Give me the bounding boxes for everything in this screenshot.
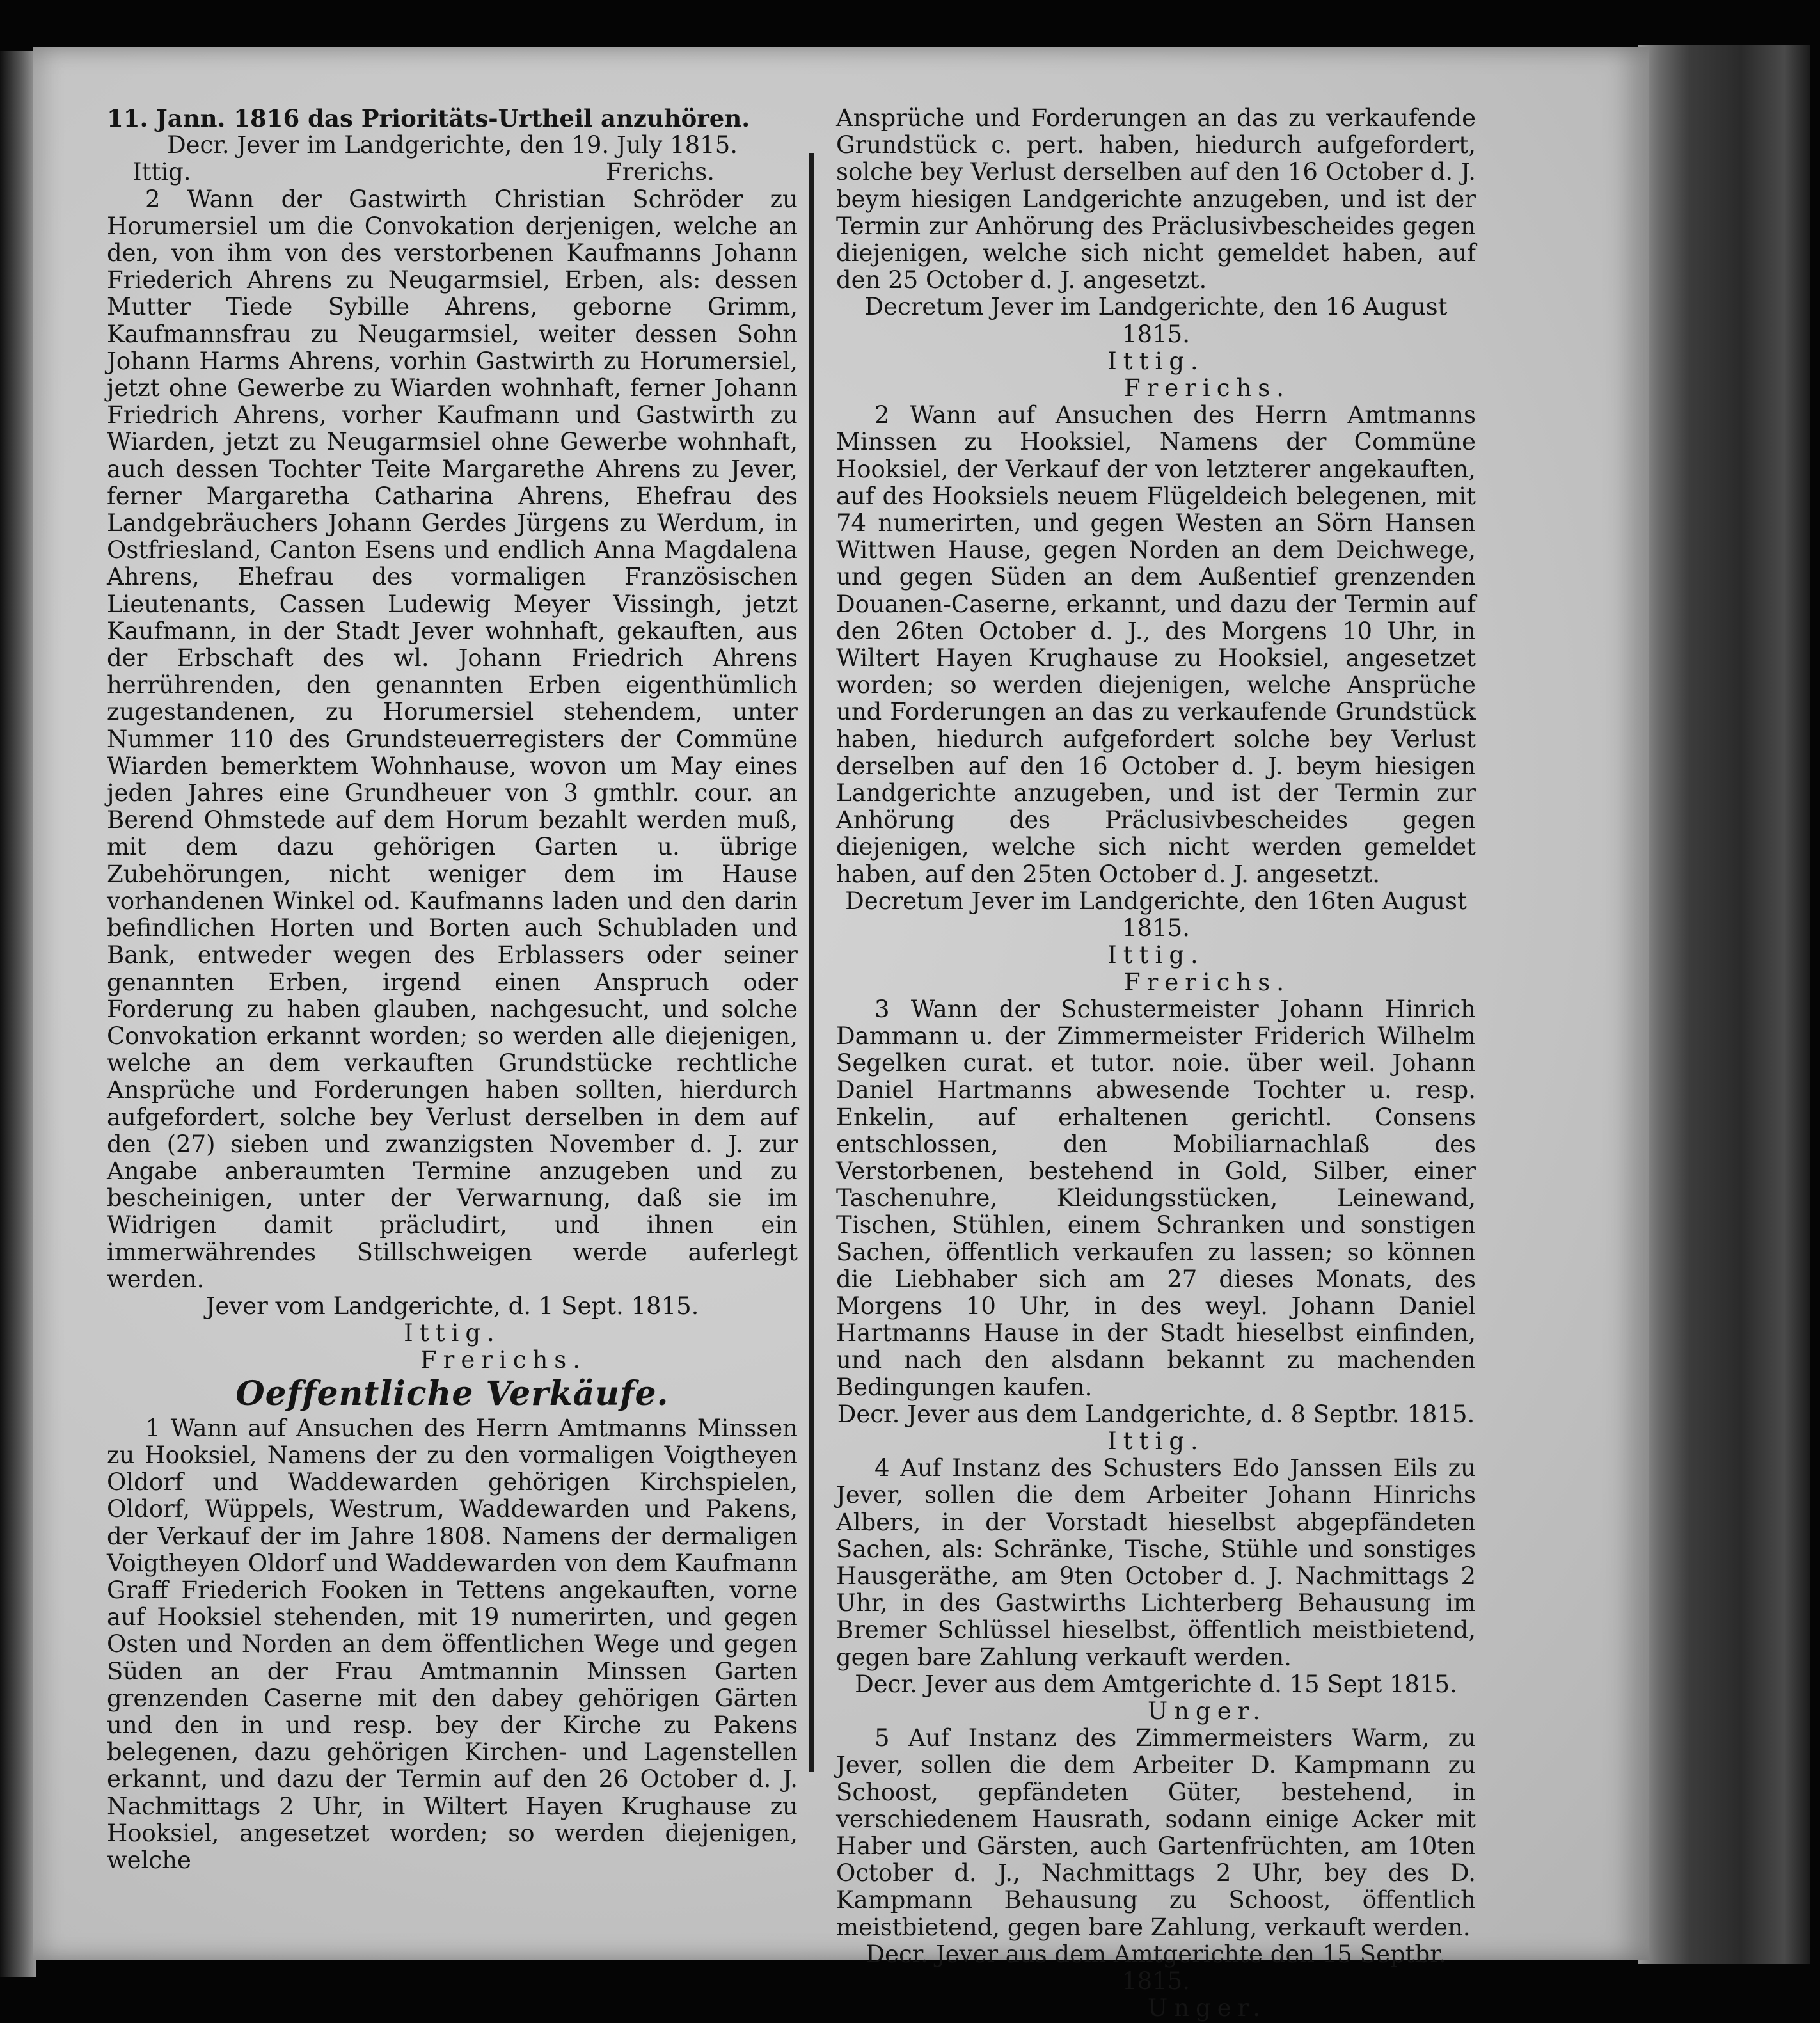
left-column (107, 105, 798, 1874)
signature-ittig: Ittig. (132, 158, 191, 186)
decree-line: Decretum Jever im Landgerichte, den 16 August 1815. (864, 293, 1448, 348)
signature-unger: Unger. (1148, 1994, 1267, 2022)
right-column (836, 105, 1476, 2022)
decree-line: Jever vom Landgerichte, d. 1 Sept. 1815. (205, 1292, 699, 1320)
signature-row (107, 159, 798, 186)
signature-frerichs: Frerichs. (605, 158, 715, 186)
decree-line: Decr. Jever im Landgerichte, den 19. July 1815. (166, 131, 738, 159)
decree-line: Decr. Jever aus dem Amtgerichte den 15 Septbr. 1815. (866, 1940, 1446, 1995)
signature-ittig: Ittig. (1107, 941, 1205, 969)
sale-paragraph: 1 Wann auf Ansuchen des Herrn Amtmanns Minssen zu Hooksiel, Namens der zu den vormaligen Voigtheyen Oldorf und Waddewarden gehörigen Kirchspielen, Oldorf, Wüppels, Westrum, Waddewarden und Pakens, der Verkauf der im Jahre 1808. Namens der dermaligen Voigtheyen Oldorf und Waddewarden von dem Kaufmann Graff Friederich Fooken in Tettens angekauften, vorne auf Hooksiel stehenden, mit 19 numerirten, und gegen Osten und Norden an dem öffentlichen Wege und gegen Süden an der Frau Amtmannin Minssen Garten grenzenden Caserne mit den dabey gehörigen Gärten und den in und resp. bey der Kirche zu Pakens belegenen, dazu gehörigen Kirchen- und Lagenstellen erkannt, und dazu der Termin auf den 26 October d. J. Nachmittags 2 Uhr, in Wiltert Hayen Krughause zu Hooksiel, angesetzet worden; so werden diejenigen, welche (107, 1414, 798, 1874)
signature-ittig: Ittig. (1107, 1427, 1205, 1455)
section-title: Oeffentliche Verkäufe. (235, 1374, 669, 1413)
header-line: 11. Jann. 1816 das Prioritäts-Urtheil anzuhören. (107, 104, 750, 132)
signature-frerichs: Frerichs. (420, 1346, 587, 1374)
signature-frerichs: Frerichs. (1123, 968, 1291, 996)
signature-frerichs: Frerichs. (1123, 374, 1291, 402)
page-left-edge (0, 51, 36, 1977)
signature-ittig: Ittig. (404, 1319, 501, 1347)
decree-line: Decr. Jever aus dem Amtgerichte d. 15 Sept 1815. (855, 1670, 1457, 1698)
newspaper-page (33, 47, 1649, 2022)
sale-paragraph: 3 Wann der Schustermeister Johann Hinrich Dammann u. der Zimmermeister Friderich Wilhelm Segelken curat. et tutor. noie. über weil. Johann Daniel Hartmanns abwesende Tochter u. resp. Enkelin, auf erhaltenen gerichtl. Consens entschlossen, den Mobiliarnachlaß des Verstorbenen, bestehend in Gold, Silber, einer Taschenuhre, Kleidungsstücken, Leinewand, Tischen, Stühlen, einem Schranken und sonstigen Sachen, öffentlich verkaufen zu lassen; so können die Liebhaber sich am 27 dieses Monats, des Morgens 10 Uhr, in des weyl. Johann Daniel Hartmanns Hause in der Stadt hieselbst einfinden, und nach den alsdann bekannt zu machenden Bedingungen kaufen. (836, 995, 1476, 1401)
signature-unger: Unger. (1148, 1697, 1267, 1725)
book-right-edge (1638, 45, 1810, 1964)
sale-paragraph: 2 Wann auf Ansuchen des Herrn Amtmanns Minssen zu Hooksiel, Namens der Commüne Hooksiel, der Verkauf der von letzterer angekauften, auf des Hooksiels neuem Flügeldeich belegenen, mit 74 numerirten, und gegen Westen an Sörn Hansen Wittwen Hause, gegen Norden an dem Deichwege, und gegen Süden an dem Außentief grenzenden Douanen-Caserne, erkannt, und dazu der Termin auf den 26ten October d. J., des Morgens 10 Uhr, in Wiltert Hayen Krughause zu Hooksiel, angesetzet worden; so werden diejenigen, welche Ansprüche und Forderungen an das zu verkaufende Grundstück haben, hiedurch aufgefordert solche bey Verlust derselben auf den 16 October d. J. beym hiesigen Landgerichte anzugeben, und ist der Termin zur Anhörung des Präclusivbescheides gegen diejenigen, welche sich nicht werden gemeldet haben, auf den 25ten October d. J. angesetzt. (836, 401, 1476, 888)
sale-paragraph-continued: Ansprüche und Forderungen an das zu verkaufende Grundstück c. pert. haben, hiedurch aufgefordert, solche bey Verlust derselben auf den 16 October d. J. beym hiesigen Landgerichte anzugeben, und ist der Termin zur Anhörung des Präclusivbescheides gegen diejenigen, welche sich nicht gemeldet haben, auf den 25 October d. J. angesetzt. (836, 104, 1476, 294)
decree-line: Decr. Jever aus dem Landgerichte, d. 8 Septbr. 1815. (837, 1400, 1475, 1428)
signature-ittig: Ittig. (1107, 347, 1205, 375)
sale-paragraph: 4 Auf Instanz des Schusters Edo Janssen Eils zu Jever, sollen die dem Arbeiter Johann Hinrichs Albers, in der Vorstadt hieselbst abgepfändeten Sachen, als: Schränke, Tische, Stühle und sonstiges Hausgeräthe, am 9ten October d. J. Nachmittags 2 Uhr, in des Gastwirths Lichterberg Behausung im Bremer Schlüssel hieselbst, öffentlich meistbietend, gegen bare Zahlung verkauft werden. (836, 1454, 1476, 1671)
notice-paragraph: 2 Wann der Gastwirth Christian Schröder zu Horumersiel um die Convokation derjenigen, welche an den, von ihm von des verstorbenen Kaufmanns Johann Friederich Ahrens zu Neugarmsiel, Erben, als: dessen Mutter Tiede Sybille Ahrens, geborne Grimm, Kaufmannsfrau zu Neugarmsiel, weiter dessen Sohn Johann Harms Ahrens, vorhin Gastwirth zu Horumersiel, jetzt ohne Gewerbe zu Wiarden wohnhaft, ferner Johann Friedrich Ahrens, vorher Kaufmann und Gastwirth zu Wiarden, jetzt zu Neugarmsiel ohne Gewerbe wohnhaft, auch dessen Tochter Teite Margarethe Ahrens zu Jever, ferner Margaretha Catharina Ahrens, Ehefrau des Landgebräuchers Johann Gerdes Jürgens zu Werdum, in Ostfriesland, Canton Esens und endlich Anna Magdalena Ahrens, Ehefrau des vormaligen Französischen Lieutenants, Cassen Ludewig Meyer Vissingh, jetzt Kaufmann, in der Stadt Jever wohnhaft, gekauften, aus der Erbschaft des wl. Johann Friedrich Ahrens herrührenden, den genannten Erben eigenthümlich zugestandenen, zu Horumersiel stehendem, unter Nummer 110 des Grundsteuerregisters der Commüne Wiarden bemerktem Wohnhause, wovon um May eines jeden Jahres eine Grundheuer von 3 gmthlr. cour. an Berend Ohmstede auf dem Horum bezahlt werden muß, mit dem dazu gehörigen Garten u. übrige Zubehörungen, nicht weniger dem im Hause vorhandenen Winkel od. Kaufmanns laden und den darin befindlichen Horten und Borten auch Schubladen und Bank, entweder wegen des Erblassers oder seiner genannten Erben, irgend einen Anspruch oder Forderung zu haben glauben, nachgesucht, und solche Convokation erkannt worden; so werden alle diejenigen, welche an dem verkauften Grundstücke rechtliche Ansprüche und Forderungen haben sollten, hierdurch aufgefordert, solche bey Verlust derselben in dem auf den (27) sieben und zwanzigsten November d. J. zur Angabe anberaumten Termine anzugeben und zu bescheinigen, unter der Verwarnung, daß sie im Widrigen damit präcludirt, und ihnen ein immerwährendes Stillschweigen werde auferlegt werden. (107, 185, 798, 1293)
column-divider (809, 153, 814, 1772)
decree-line: Decretum Jever im Landgerichte, den 16ten August 1815. (845, 887, 1467, 942)
sale-paragraph: 5 Auf Instanz des Zimmermeisters Warm, zu Jever, sollen die dem Arbeiter D. Kampmann zu Schoost, gepfändeten Güter, bestehend, in verschiedenem Hausrath, sodann einige Acker mit Haber und Gärsten, auch Gartenfrüchten, am 10ten October d. J., Nachmittags 2 Uhr, bey des D. Kampmann Behausung zu Schoost, öffentlich meistbietend, gegen bare Zahlung, verkauft werden. (836, 1724, 1476, 1941)
